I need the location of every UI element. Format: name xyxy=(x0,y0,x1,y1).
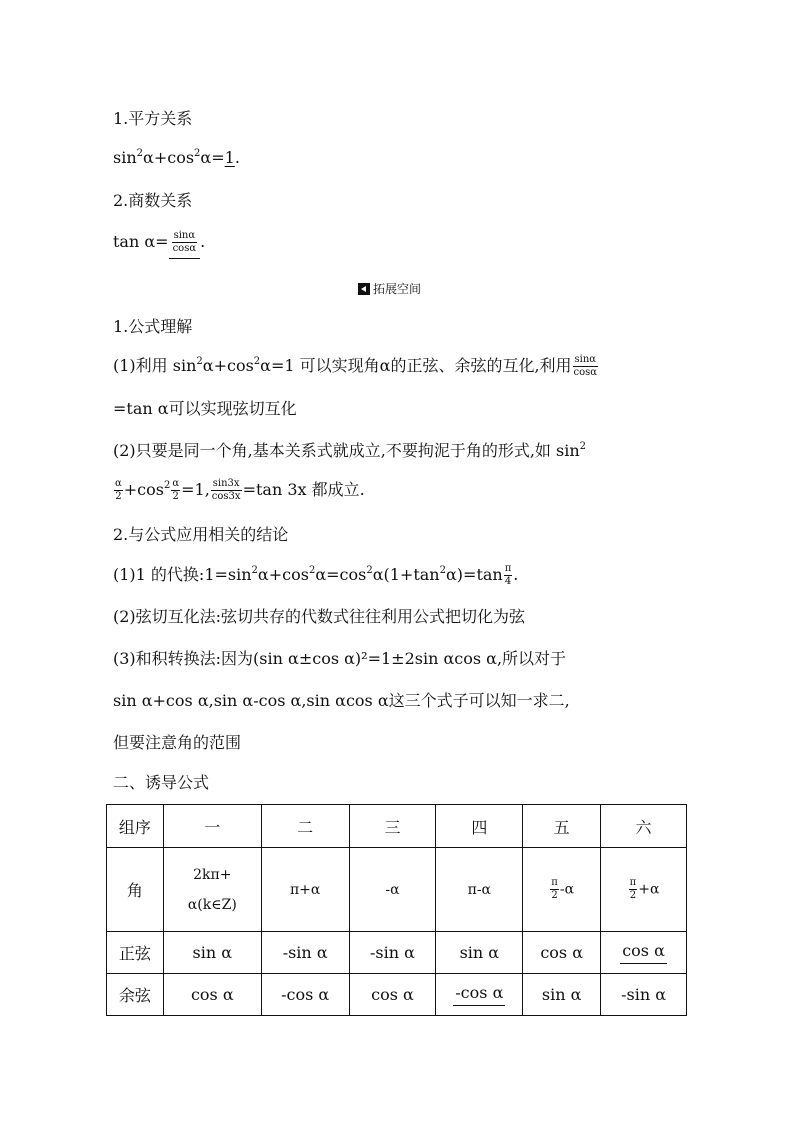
table-header-one: 一 xyxy=(163,805,261,848)
heading-quotient-relation: 2.商数关系 xyxy=(113,191,193,210)
table-header-three: 三 xyxy=(349,805,436,848)
formula-quotient-relation: tan α= $\frac{\sin\alpha}{\cos\alpha}$ . xyxy=(113,230,205,259)
table-header-five: 五 xyxy=(523,805,601,848)
angle-cell-two: π+α xyxy=(261,848,349,932)
table-row xyxy=(107,848,687,932)
answer-blank-4: -cos α xyxy=(453,983,505,1006)
conclusion-3: (3)和积转换法:因为(sin α±cos α)²=1±2sin αcos α,所以对于 xyxy=(113,649,567,668)
table-header-group: 组序 xyxy=(107,805,164,848)
answer-blank-1: 1 xyxy=(224,148,235,167)
answer-blank-3: cos α xyxy=(620,941,667,964)
table-header-two: 二 xyxy=(261,805,349,848)
paragraph-understanding-1: (1)利用 $\sin^2\alpha+\cos^2\alpha=1$ 可以实现角α的正弦、余弦的互化,利用 $\frac{\sin\alpha}{\cos\alpha}$ xyxy=(113,354,598,378)
table-row xyxy=(107,932,687,974)
sine-cell-five: cos α xyxy=(523,932,601,974)
table-row xyxy=(107,974,687,1016)
heading-conclusions: 2.与公式应用相关的结论 xyxy=(113,525,289,544)
cosine-cell-three: cos α xyxy=(349,974,436,1016)
sine-cell-four: sin α xyxy=(436,932,523,974)
formula-square-relation: $\sin^2\alpha+\cos^2\alpha=1$. xyxy=(113,148,240,167)
conclusion-3-cont: sin α+cos α,sin α-cos α,sin αcos α这三个式子可以知一求二, xyxy=(113,691,570,710)
sine-cell-two: -sin α xyxy=(261,932,349,974)
fraction-sin-over-cos: $\frac{\sin\alpha}{\cos\alpha}$ xyxy=(172,230,197,254)
answer-blank-2 xyxy=(169,230,201,259)
table-row-label-cosine: 余弦 xyxy=(107,974,164,1016)
fraction-sin-over-cos: $\frac{\sin\alpha}{\cos\alpha}$ xyxy=(573,354,598,378)
sine-cell-three: -sin α xyxy=(349,932,436,974)
cosine-cell-four xyxy=(436,974,523,1016)
conclusion-3-end: 但要注意角的范围 xyxy=(113,733,242,752)
paragraph-understanding-2-cont: $\frac{\alpha}{2}$ $+\cos^2$ $\frac{\alpha}{2}$ =1, $\frac{\sin 3x}{\cos 3x}$ =tan 3x 都成立. xyxy=(115,478,365,502)
cosine-cell-five: sin α xyxy=(523,974,601,1016)
induction-formula-table xyxy=(106,804,687,1016)
table-row xyxy=(107,805,687,848)
expand-space-tag: 拓展空间 xyxy=(358,280,421,297)
table-row-label-sine: 正弦 xyxy=(107,932,164,974)
angle-cell-three: -α xyxy=(349,848,436,932)
heading-square-relation: 1.平方关系 xyxy=(113,109,193,128)
cosine-cell-two: -cos α xyxy=(261,974,349,1016)
angle-cell-six: $\frac{\pi}{2}$ +α xyxy=(601,848,687,932)
conclusion-2: (2)弦切互化法:弦切共存的代数式往往利用公式把切化为弦 xyxy=(113,607,526,626)
sine-cell-one: sin α xyxy=(163,932,261,974)
cosine-cell-six: -sin α xyxy=(601,974,687,1016)
cosine-cell-one: cos α xyxy=(163,974,261,1016)
table-header-six: 六 xyxy=(601,805,687,848)
paragraph-understanding-2: (2)只要是同一个角,基本关系式就成立,不要拘泥于角的形式,如 $\sin^2$ xyxy=(113,441,587,460)
heading-formula-understanding: 1.公式理解 xyxy=(113,317,193,336)
heading-induction-formula: 二、诱导公式 xyxy=(113,773,210,792)
angle-cell-four: π-α xyxy=(436,848,523,932)
speaker-icon xyxy=(358,283,370,295)
angle-cell-one: 2kπ+ α(k∈Z) xyxy=(163,848,261,932)
angle-cell-five: $\frac{\pi}{2}$ -α xyxy=(523,848,601,932)
sine-cell-six xyxy=(601,932,687,974)
conclusion-1: (1)1 的代换$:1=\sin^2\alpha+\cos^2\alpha=\cos^2\alpha(1+\tan^2\alpha)=\tan$ $\frac{\pi}{4}$ . xyxy=(113,563,519,587)
paragraph-understanding-1-cont: =tan α可以实现弦切互化 xyxy=(113,399,297,418)
table-row-label-angle: 角 xyxy=(107,848,164,932)
table-header-four: 四 xyxy=(436,805,523,848)
